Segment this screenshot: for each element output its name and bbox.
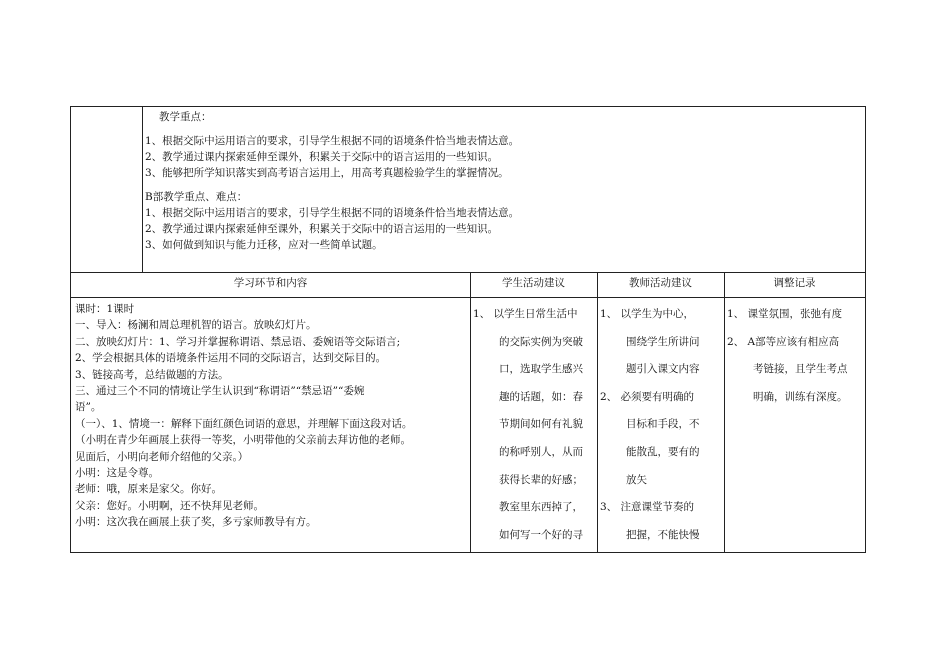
student-line: 节期间如何有礼貌 [499,418,583,431]
b-section-title: B部教学重点、难点： [145,191,248,203]
content-line: 小明：这次我在画展上获了奖，多亏家师教导有方。 [75,516,317,529]
teaching-focus-title: 教学重点： [159,111,212,123]
learning-content-cell [75,301,467,531]
b-point: 3、如何做到知识与能力迁移，应对一些简单试题。 [145,239,383,251]
teacher-line: 题引入课文内容 [626,363,700,376]
content-line: 课时：1课时 [75,303,135,315]
student-line: 口，选取学生感兴 [499,363,583,376]
header-teacher-activity: 教师活动建议 [629,277,692,289]
adjust-line: 考链接，且学生考点 [753,363,848,376]
student-line: 获得长辈的好感； [499,473,583,486]
teacher-line: 把握，不能快慢 [626,528,700,541]
content-line: 父亲：您好。小明啊，还不快拜见老师。 [75,499,264,512]
header-row-bottom-border [71,297,865,298]
teacher-activity-cell [600,301,722,549]
student-line: 教室里东西掉了， [499,501,583,514]
lesson-plan-table [70,106,866,553]
content-line: 一、导入：杨澜和周总理机智的语言。放映幻灯片。 [75,319,317,332]
content-line: 三、通过三个不同的情境让学生认识到“称谓语”“禁忌语”“委婉 [75,385,365,398]
column-divider-3 [724,272,725,552]
content-line: 2、学会根据具体的语境条件运用不同的交际语言，达到交际目的。 [75,352,387,365]
student-line: 的交际实例为突破 [499,335,583,348]
student-line: 趣的话题，如：春 [499,390,583,403]
teacher-line: 目标和手段，不 [626,418,700,431]
content-line: 语”。 [75,401,102,414]
student-activity-cell [473,301,595,549]
teacher-line: 3、 注意课堂节奏的 [600,501,695,514]
b-point: 1、根据交际中运用语言的要求，引导学生根据不同的语境条件恰当地表情达意。 [145,207,520,219]
key-point: 2、教学通过课内探索延伸至课外，积累关于交际中的语言运用的一些知识。 [145,151,499,163]
header-learning-content: 学习环节和内容 [233,277,308,289]
b-point: 2、教学通过课内探索延伸至课外，积累关于交际中的语言运用的一些知识。 [145,223,499,235]
content-line: 3、链接高考，总结做题的方法。 [75,368,229,381]
content-line: 见面后，小明向老师介绍他的父亲。） [75,450,249,463]
key-point: 1、根据交际中运用语言的要求，引导学生根据不同的语境条件恰当地表情达意。 [145,135,520,147]
adjustment-record-cell [727,301,863,411]
header-adjustment-record: 调整记录 [773,277,816,289]
content-line: 小明：这是令尊。 [75,467,159,480]
student-line: 如何写一个好的寻 [499,528,583,541]
header-student-activity: 学生活动建议 [502,277,565,289]
column-divider-2 [597,272,598,552]
student-line: 的称呼别人，从而 [499,445,583,458]
column-divider-1 [470,272,471,552]
teaching-focus-cell [142,109,865,253]
content-line: 二、放映幻灯片：1、学习并掌握称谓语、禁忌语、委婉语等交际语言; [75,335,401,348]
content-line: （小明在青少年画展上获得一等奖，小明带他的父亲前去拜访他的老师。 [75,434,411,447]
adjust-line: 2、 A部等应该有相应高 [727,335,840,348]
adjust-line: 1、 课堂氛围，张弛有度 [727,308,843,320]
content-line: 老师：哦，原来是家父。你好。 [75,483,222,496]
content-line: （一）、1、情境一：解释下面红颜色词语的意思，并理解下面这段对话。 [75,417,413,430]
teacher-line: 1、 以学生为中心， [600,308,695,320]
adjust-line: 明确，训练有深度。 [753,390,848,403]
header-row-top-border [71,272,865,273]
key-point: 3、能够把所学知识落实到高考语言运用上，用高考真题检验学生的掌握情况。 [145,167,509,179]
teacher-line: 围绕学生所讲问 [626,335,700,348]
teacher-line: 2、 必须要有明确的 [600,390,695,403]
student-line: 1、 以学生日常生活中 [473,308,578,320]
teacher-line: 放矢 [626,473,647,486]
teacher-line: 能散乱，要有的 [626,445,700,458]
